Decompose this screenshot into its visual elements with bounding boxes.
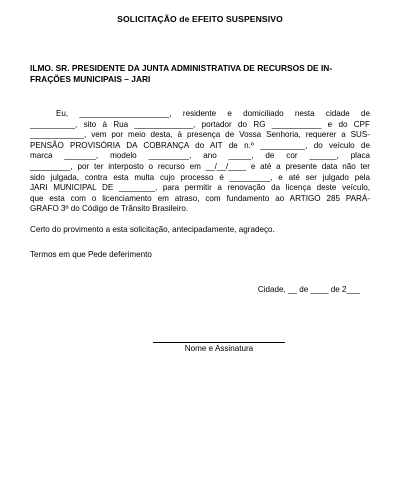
body-line: marca _______, modelo _________, ano _____, de cor ______, placa [30,151,370,161]
document-title: SOLICITAÇÃO de EFEITO SUSPENSIVO [117,14,283,24]
body-line: Eu, ____________________, residente e domiciliado nesta cidade de [56,109,370,118]
signature-line [153,342,285,343]
request-body [30,109,370,215]
body-line: _________, por ter interposto o recurso em __/__/____ e até a presente data não ter [30,161,370,171]
body-line: JARI MUNICIPAL DE ________, para permitir a renovação da licença deste veículo, [30,183,370,193]
body-line: ____________, vem por meio desta, à presença de Vossa Senhoria, requerer a SUS- [30,130,370,140]
body-line: sido julgada, contra esta multa cujo processo é _________, e até ser julgado pela [30,172,370,182]
greeting-text: Termos em que Pede deferimento [30,249,152,259]
body-line: que esta com o licenciamento em atraso, com fundamento ao ARTIGO 285 PARÁ- [30,193,370,203]
body-line: __________, sito à Rua _____________, portador do RG ___________ e do CPF [30,119,370,129]
closing-text: Certo do provimento a esta solicitação, antecipadamente, agradeço. [30,224,275,234]
city-date-line: Cidade, __ de ____ de 2___ [257,285,360,295]
addressee-line: ILMO. SR. PRESIDENTE DA JUNTA ADMINISTRATIVA DE RECURSOS DE IN- [30,63,333,73]
signature-label: Nome e Assinatura [184,343,254,353]
body-line: PENSÃO PROVISÓRIA DA COBRANÇA do AIT de n.º __________, do veículo de [30,140,370,150]
addressee-block [30,63,370,85]
addressee-line: FRAÇÕES MUNICIPAIS – JARI [30,74,151,84]
body-line: GRAFO 3º do Código de Trânsito Brasileiro. [30,204,189,214]
